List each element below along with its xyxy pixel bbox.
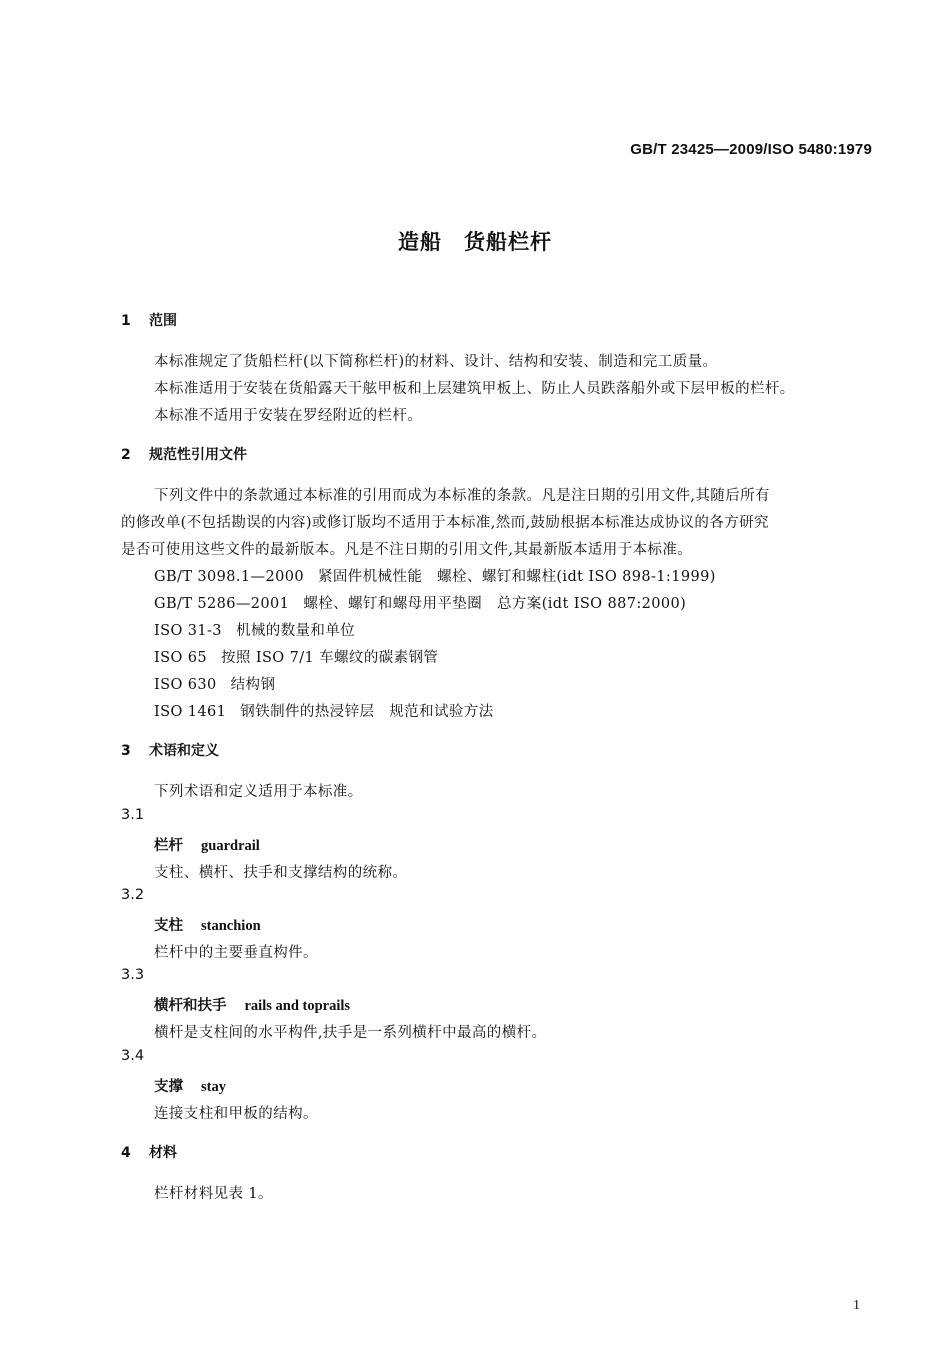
paragraph-line: 是否可使用这些文件的最新版本。凡是不注日期的引用文件,其最新版本适用于本标准。 (121, 542, 693, 558)
reference-item (154, 646, 438, 667)
subsection-number: 3.2 (121, 887, 145, 903)
paragraph: 本标准规定了货船栏杆(以下简称栏杆)的材料、设计、结构和安装、制造和完工质量。 (154, 354, 718, 370)
paragraph: 本标准适用于安装在货船露天干舷甲板和上层建筑甲板上、防止人员跌落船外或下层甲板的栏杆。 (154, 381, 795, 397)
term-entry (154, 834, 260, 855)
paragraph: 下列术语和定义适用于本标准。 (154, 784, 363, 800)
standard-number: GB/T 23425—2009/ISO 5480:1979 (630, 141, 872, 158)
section-number: 1 (121, 313, 131, 329)
reference-item (154, 700, 494, 721)
subsection-number: 3.4 (121, 1048, 145, 1064)
section-number: 3 (121, 743, 131, 759)
reference-title: 按照 ISO 7/1 车螺纹的碳素钢管 (221, 650, 439, 666)
term-chinese: 横杆和扶手 (154, 998, 227, 1014)
page-number: 1 (853, 1298, 860, 1313)
section-2-heading (121, 444, 247, 464)
term-english: rails and toprails (244, 998, 351, 1014)
term-entry (154, 994, 350, 1015)
reference-item (154, 565, 716, 586)
section-1-heading (121, 310, 177, 330)
reference-item (154, 619, 355, 640)
reference-item (154, 673, 275, 694)
term-english: stay (201, 1079, 226, 1095)
document-title: 造船 货船栏杆 (398, 230, 552, 254)
section-title: 范围 (149, 313, 177, 329)
section-title: 材料 (149, 1145, 177, 1161)
reference-title: 钢铁制件的热浸锌层 规范和试验方法 (240, 704, 494, 720)
subsection-number: 3.3 (121, 967, 145, 983)
section-3-heading (121, 740, 219, 760)
term-entry (154, 1075, 226, 1096)
reference-code: GB/T 5286—2001 (154, 596, 290, 612)
term-chinese: 支柱 (154, 918, 183, 934)
term-entry (154, 914, 261, 935)
paragraph-line: 的修改单(不包括勘误的内容)或修订版均不适用于本标准,然而,鼓励根据本标准达成协议的各方研究 (121, 515, 769, 531)
reference-item (154, 592, 686, 613)
section-title: 规范性引用文件 (149, 447, 247, 463)
section-number: 2 (121, 447, 131, 463)
paragraph: 栏杆材料见表 1。 (154, 1186, 273, 1202)
reference-code: ISO 65 (154, 650, 208, 666)
term-english: guardrail (201, 838, 260, 854)
section-4-heading (121, 1142, 177, 1162)
term-english: stanchion (201, 918, 261, 934)
term-definition: 横杆是支柱间的水平构件,扶手是一系列横杆中最高的横杆。 (154, 1025, 547, 1041)
reference-code: ISO 31-3 (154, 623, 222, 639)
reference-title: 结构钢 (230, 677, 276, 693)
term-definition: 连接支柱和甲板的结构。 (154, 1106, 318, 1122)
reference-code: ISO 630 (154, 677, 217, 693)
reference-title: 机械的数量和单位 (235, 623, 356, 639)
term-definition: 支柱、横杆、扶手和支撑结构的统称。 (154, 865, 408, 881)
term-definition: 栏杆中的主要垂直构件。 (154, 945, 318, 961)
reference-code: GB/T 3098.1—2000 (154, 569, 304, 585)
subsection-number: 3.1 (121, 807, 145, 823)
paragraph-line: 下列文件中的条款通过本标准的引用而成为本标准的条款。凡是注日期的引用文件,其随后所有 (154, 488, 770, 504)
reference-title: 螺栓、螺钉和螺母用平垫圈 总方案(idt ISO 887:2000) (303, 596, 687, 612)
term-chinese: 栏杆 (154, 838, 183, 854)
reference-title: 紧固件机械性能 螺栓、螺钉和螺柱(idt ISO 898-1:1999) (317, 569, 716, 585)
paragraph: 本标准不适用于安装在罗经附近的栏杆。 (154, 408, 423, 424)
section-number: 4 (121, 1145, 131, 1161)
term-chinese: 支撑 (154, 1079, 183, 1095)
reference-code: ISO 1461 (154, 704, 227, 720)
section-title: 术语和定义 (149, 743, 219, 759)
